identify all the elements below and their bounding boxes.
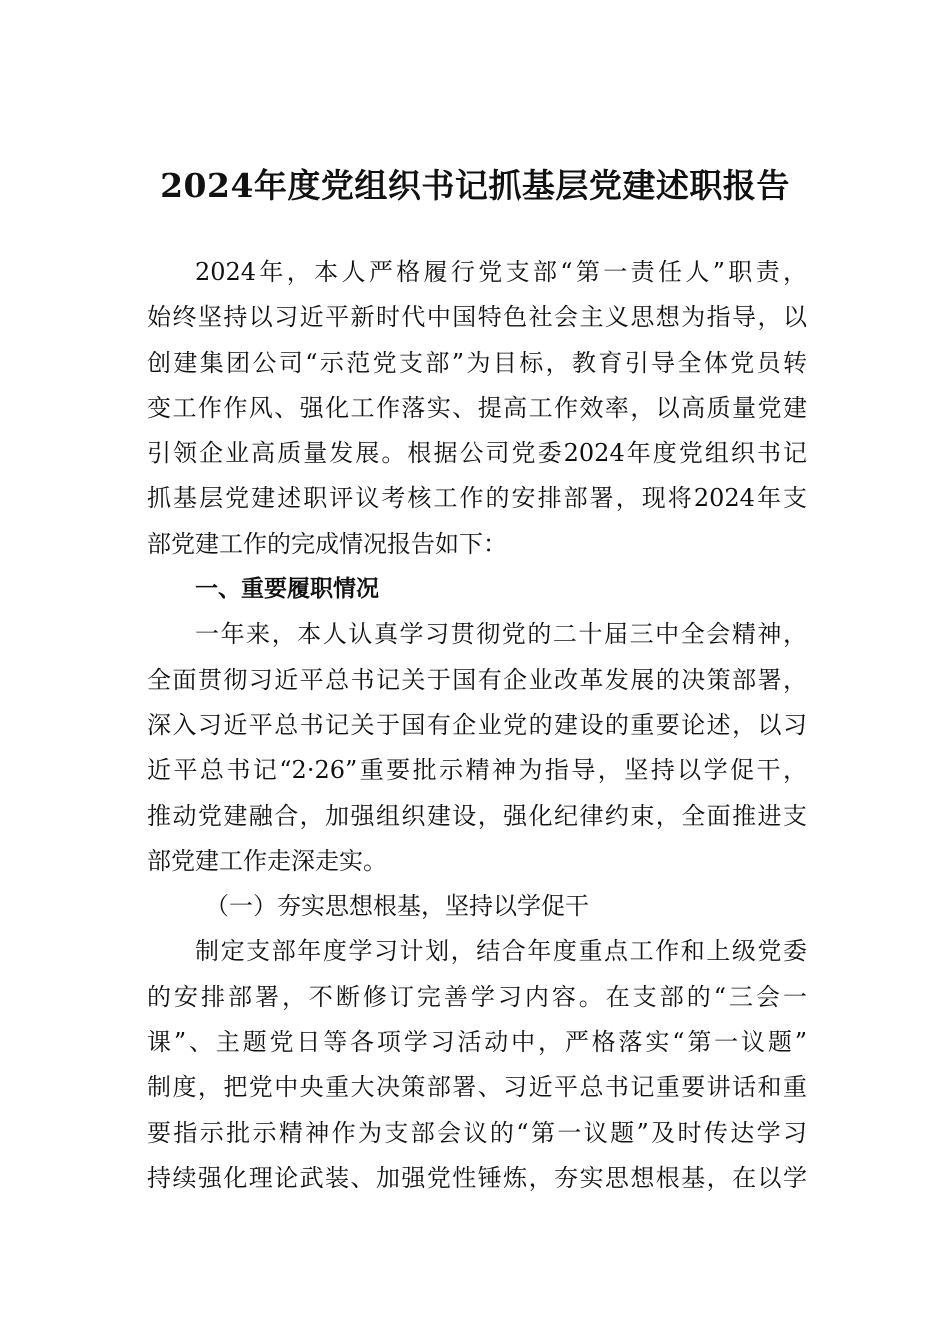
text-line: 部党建工作的完成情况报告如下： — [147, 529, 507, 558]
text-line: 制定支部年度学习计划，结合年度重点工作和上级党委 — [195, 937, 807, 966]
text-line: 深入习近平总书记关于国有企业党的建设的重要论述，以习 — [147, 710, 807, 739]
body-paragraph — [147, 612, 807, 884]
heading-line: 一、重要履职情况 — [195, 576, 379, 603]
text-line: 抓基层党建述职评议考核工作的安排部署，现将2024年支 — [147, 484, 807, 513]
text-line: 始终坚持以习近平新时代中国特色社会主义思想为指导，以 — [147, 303, 807, 332]
text-line: 课”、主题党日等各项学习活动中，严格落实“第一议题” — [147, 1028, 807, 1057]
text-line: 全面贯彻习近平总书记关于国有企业改革发展的决策部署， — [147, 665, 807, 694]
text-line: 引领企业高质量发展。根据公司党委2024年度党组织书记 — [147, 439, 807, 468]
body-paragraph — [147, 929, 807, 1201]
section-heading — [147, 567, 807, 612]
text-line: 要指示批示精神作为支部会议的“第一议题”及时传达学习 — [147, 1118, 807, 1147]
document-title: 2024年度党组织书记抓基层党建述职报告 — [160, 166, 790, 205]
document-body — [147, 250, 807, 1201]
text-line: 制度，把党中央重大决策部署、习近平总书记重要讲话和重 — [147, 1073, 807, 1102]
text-line: 推动党建融合，加强组织建设，强化纪律约束，全面推进支 — [147, 801, 807, 830]
text-line: 一年来，本人认真学习贯彻党的二十届三中全会精神， — [195, 620, 807, 649]
text-line: 的安排部署，不断修订完善学习内容。在支部的“三会一 — [147, 982, 807, 1011]
text-line: 持续强化理论武装、加强党性锤炼，夯实思想根基，在以学 — [147, 1163, 807, 1192]
text-line: 创建集团公司“示范党支部”为目标，教育引导全体党员转 — [147, 348, 807, 377]
intro-paragraph — [147, 250, 807, 567]
text-line: 部党建工作走深走实。 — [147, 846, 387, 875]
text-line: 近平总书记“2·26”重要批示精神为指导，坚持以学促干， — [147, 756, 807, 785]
subsection-heading — [147, 884, 807, 929]
text-line: 变工作作风、强化工作落实、提高工作效率，以高质量党建 — [147, 393, 807, 422]
text-line: 2024年，本人严格履行党支部“第一责任人”职责， — [195, 258, 807, 286]
heading-line: （一）夯实思想根基，坚持以学促干 — [205, 892, 589, 921]
